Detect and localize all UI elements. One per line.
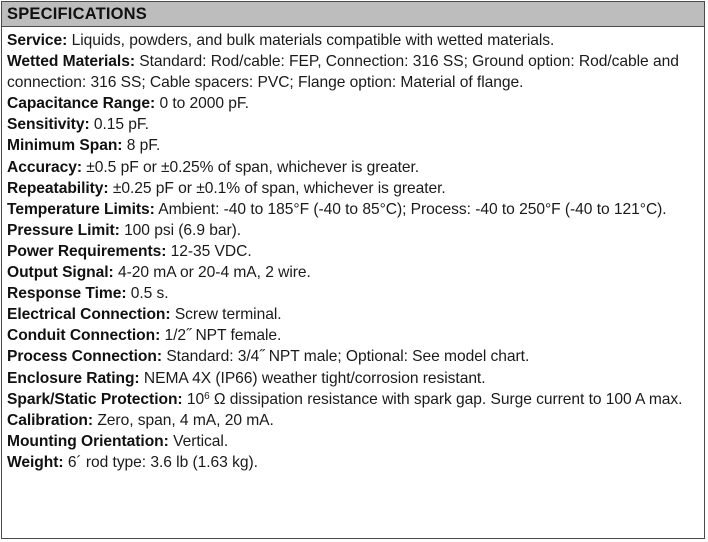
spec-label: Wetted Materials:	[7, 53, 135, 71]
spec-value: Liquids, powders, and bulk materials compatible with wetted materials.	[67, 32, 555, 49]
spec-label: Temperature Limits:	[7, 200, 155, 218]
spec-service	[7, 30, 698, 51]
spec-temperature-limits	[7, 199, 698, 220]
spec-label: Process Connection:	[7, 348, 163, 366]
spec-wetted-materials	[7, 51, 698, 93]
spec-value: 100 psi (6.9 bar).	[119, 221, 242, 239]
spec-label: Capacitance Range:	[7, 95, 156, 113]
spec-value: Ω dissipation resistance with spark gap. Surge current to 100 A max.	[209, 390, 683, 408]
spec-weight	[7, 452, 698, 473]
spec-label: Response Time:	[7, 285, 127, 303]
spec-electrical-connection	[7, 304, 698, 325]
spec-label: Accuracy:	[7, 158, 82, 176]
spec-label: Calibration:	[7, 411, 94, 429]
spec-accuracy	[7, 157, 698, 178]
spec-value: 12-35 VDC.	[166, 242, 252, 260]
specifications-list	[2, 27, 704, 473]
spec-sensitivity	[7, 114, 698, 135]
spec-calibration	[7, 410, 698, 431]
spec-pressure-limit	[7, 220, 698, 241]
spec-value: Zero, span, 4 mA, 20 mA.	[93, 411, 274, 429]
spec-value: Standard: Rod/cable: FEP, Connection: 316 SS; Ground option: Rod/cable and connection: 316 SS; Cable spacers: PVC; Flange option: Material of flange.	[7, 53, 679, 92]
spec-output-signal	[7, 262, 698, 283]
spec-spark-static-protection	[7, 389, 698, 410]
spec-value-exponent: 6	[204, 390, 210, 402]
spec-conduit-connection	[7, 325, 698, 346]
spec-value: Ambient: -40 to 185°F (-40 to 85°C); Process: -40 to 250°F (-40 to 121°C).	[154, 200, 667, 218]
spec-label: Minimum Span:	[7, 137, 123, 155]
spec-value: 8 pF.	[122, 137, 161, 155]
spec-enclosure-rating	[7, 368, 698, 389]
spec-value: Vertical.	[168, 432, 229, 450]
spec-label: Enclosure Rating:	[7, 369, 140, 387]
spec-value: 1/2˝ NPT female.	[160, 327, 282, 345]
spec-value: 0.15 pF.	[89, 116, 149, 134]
spec-repeatability	[7, 178, 698, 199]
spec-label: Repeatability:	[7, 179, 109, 197]
spec-value: ±0.25 pF or ±0.1% of span, whichever is greater.	[108, 179, 446, 197]
spec-value: NEMA 4X (IP66) weather tight/corrosion resistant.	[139, 369, 486, 387]
spec-label: Conduit Connection:	[7, 327, 161, 345]
spec-process-connection	[7, 346, 698, 367]
spec-label: Service:	[7, 32, 68, 49]
spec-label: Output Signal:	[7, 264, 114, 282]
spec-mounting-orientation	[7, 431, 698, 452]
specifications-header: SPECIFICATIONS	[2, 2, 704, 27]
spec-response-time	[7, 283, 698, 304]
spec-label: Power Requirements:	[7, 242, 167, 260]
spec-value: Standard: 3/4˝ NPT male; Optional: See model chart.	[162, 348, 530, 366]
spec-label: Spark/Static Protection:	[7, 390, 183, 408]
spec-label: Pressure Limit:	[7, 221, 120, 239]
spec-power-requirements	[7, 241, 698, 262]
spec-value-prefix: 10	[182, 390, 205, 408]
spec-label: Weight:	[7, 453, 64, 471]
spec-label: Electrical Connection:	[7, 306, 171, 324]
spec-value: 0.5 s.	[126, 285, 169, 303]
spec-label: Sensitivity:	[7, 116, 90, 134]
spec-value: ±0.5 pF or ±0.25% of span, whichever is greater.	[81, 158, 420, 176]
spec-value: 4-20 mA or 20-4 mA, 2 wire.	[113, 264, 311, 282]
spec-value: Screw terminal.	[170, 306, 282, 324]
spec-capacitance-range	[7, 93, 698, 114]
spec-value: 6´ rod type: 3.6 lb (1.63 kg).	[63, 453, 258, 471]
spec-label: Mounting Orientation:	[7, 432, 169, 450]
spec-minimum-span	[7, 135, 698, 156]
spec-value: 0 to 2000 pF.	[155, 95, 249, 113]
specifications-panel	[1, 1, 705, 539]
